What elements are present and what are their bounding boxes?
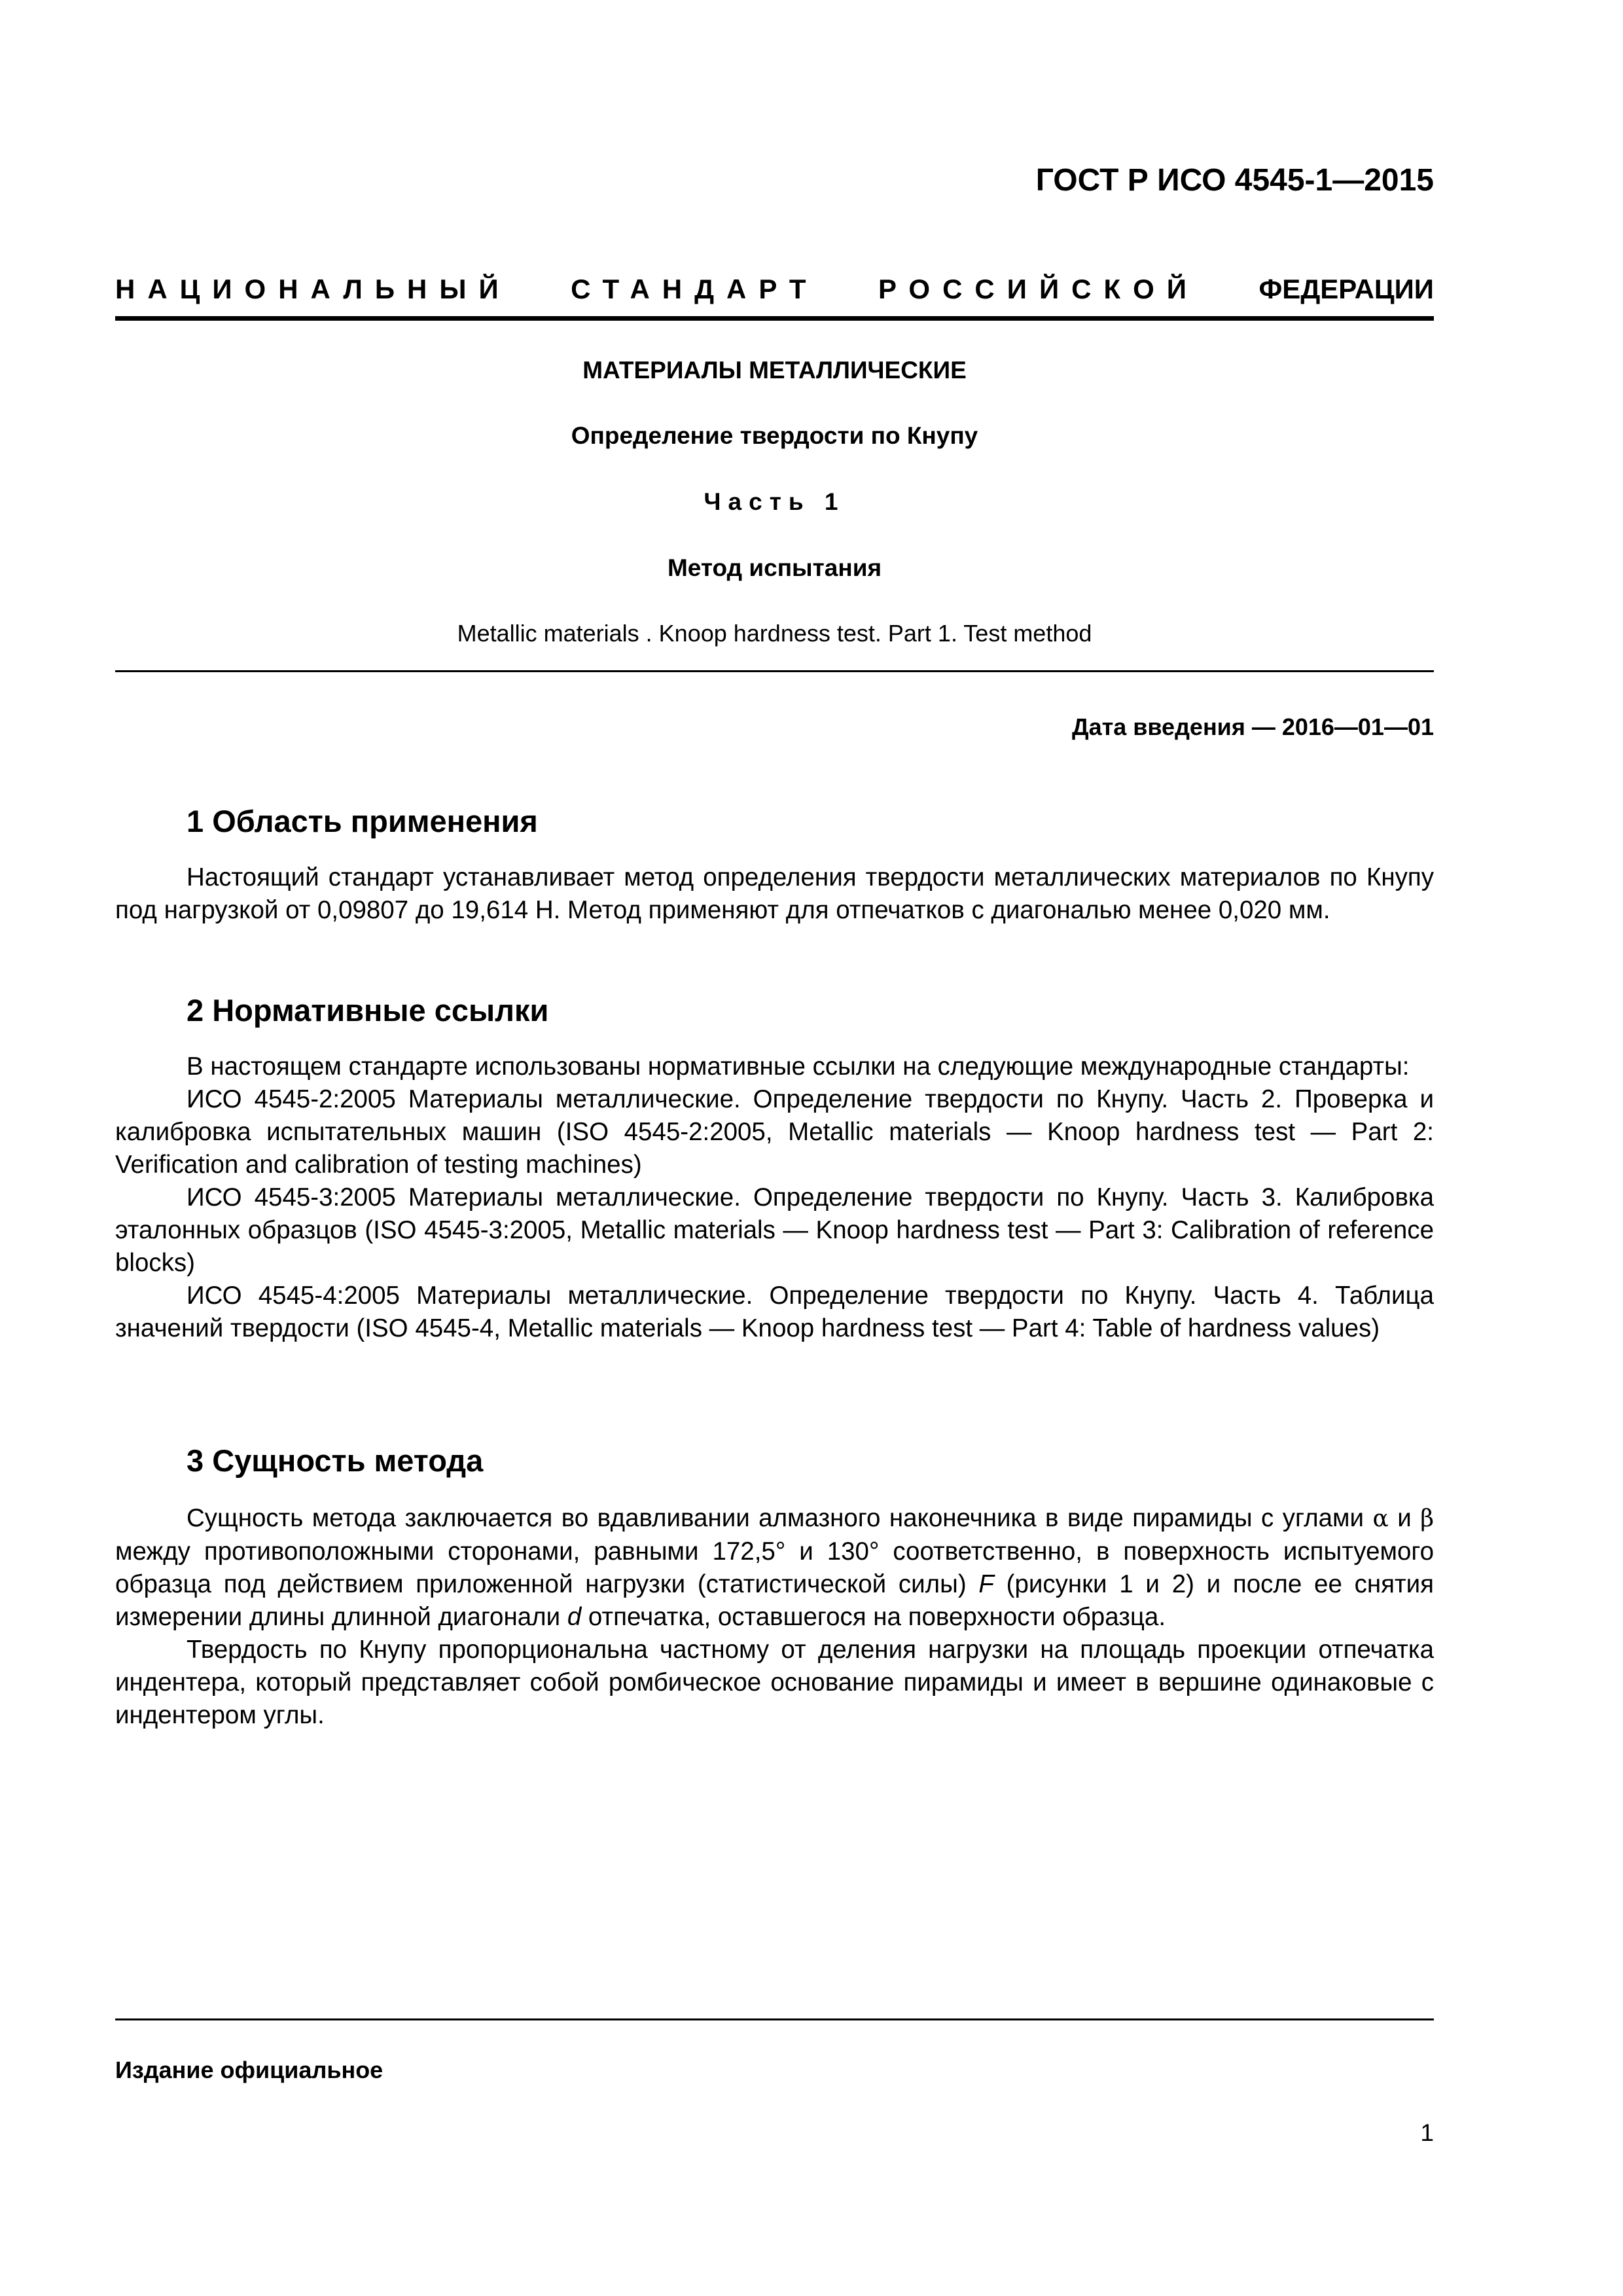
part-title: Часть 1 [704,488,846,515]
section-heading-method: 3 Сущность метода [187,1443,484,1478]
text-run: (рисунки 1 и 2) и после ее снятия измерении длины длинной диагонали [115,1570,1434,1631]
text-run: между противоположными сторонами, равными 172,5° и 130° соответственно, в поверхность испытуемого образца под действием приложенной нагрузки (статистической силы) [115,1537,1434,1598]
sub-title: Определение твердости по Кнупу [571,422,978,449]
diagonal-variable: d [567,1603,582,1631]
reference-item: ИСО 4545-2:2005 Материалы металлические. Определение твердости по Кнупу. Часть 2. Проверка и калибровка испытательных машин (ISO 4545-2:2005, Metallic materials — Knoop hardness test — Part 2: Verification and calibration of testing machines) [115,1085,1434,1179]
paragraph [115,1502,1434,1634]
section-heading-references: 2 Нормативные ссылки [187,993,549,1028]
method-text [115,1502,1434,1732]
method-title: Метод испытания [667,554,882,581]
title-divider [115,670,1434,672]
footer-divider [115,2018,1434,2020]
paragraph: Твердость по Кнупу пропорциональна частному от деления нагрузки на площадь проекции отпечатка индентера, который представляет собой ромбическое основание пирамиды и имеет в вершине одинаковые с индентером углы. [115,1636,1434,1729]
introduction-date: Дата введения — 2016—01—01 [1071,713,1434,740]
text-run: отпечатка, оставшегося на поверхности образца. [581,1603,1166,1631]
scope-text [115,861,1434,927]
header-divider [115,316,1434,321]
document-number: ГОСТ Р ИСО 4545-1—2015 [1035,163,1434,198]
force-variable: F [978,1570,994,1598]
references-text [115,1050,1434,1345]
main-title: МАТЕРИАЛЫ МЕТАЛЛИЧЕСКИЕ [582,357,967,384]
section-heading-scope: 1 Область применения [187,804,538,838]
national-title-word: НАЦИОНАЛЬНЫЙ [115,274,511,304]
national-title-word: РОССИЙСКОЙ [878,274,1199,304]
page-number: 1 [1420,2119,1434,2146]
national-standard-title [115,274,1434,305]
text-run: и [1388,1504,1421,1532]
english-title: Metallic materials . Knoop hardness test. Part 1. Test method [457,620,1092,647]
alpha-symbol: α [1372,1505,1389,1532]
official-edition-label: Издание официальное [115,2056,383,2083]
paragraph: Настоящий стандарт устанавливает метод определения твердости металлических материалов по Кнупу под нагрузкой от 0,09807 до 19,614 Н. Метод применяют для отпечатков с диагональю менее 0,020 мм. [115,863,1434,924]
beta-symbol: β [1420,1505,1434,1532]
national-title-word: СТАНДАРТ [571,274,819,304]
text-run: Сущность метода заключается во вдавливании алмазного наконечника в виде пирамиды с углами [187,1504,1373,1532]
reference-item: ИСО 4545-3:2005 Материалы металлические. Определение твердости по Кнупу. Часть 3. Калибровка эталонных образцов (ISO 4545-3:2005, Metallic materials — Knoop hardness test — Part 3: Calibration of reference blocks) [115,1183,1434,1277]
national-title-word: ФЕДЕРАЦИИ [1258,274,1434,304]
paragraph: В настоящем стандарте использованы нормативные ссылки на следующие международные стандарты: [187,1052,1410,1081]
reference-item: ИСО 4545-4:2005 Материалы металлические. Определение твердости по Кнупу. Часть 4. Таблица значений твердости (ISO 4545-4, Metallic materials — Knoop hardness test — Part 4: Table of hardness values) [115,1282,1434,1342]
